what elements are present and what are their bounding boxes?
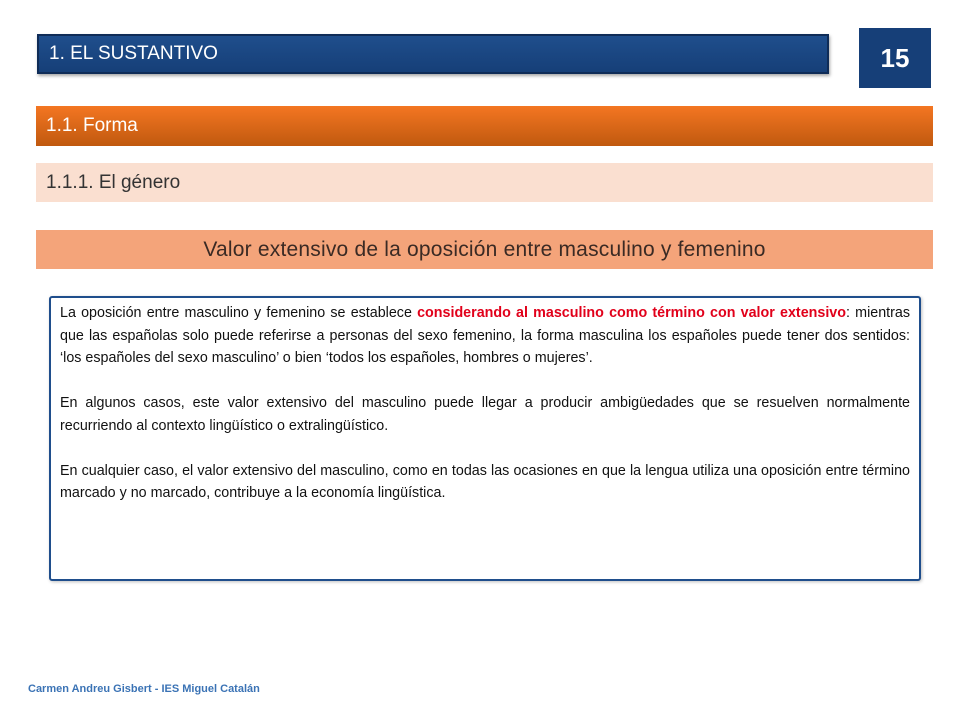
subsection-title: 1.1. Forma: [46, 115, 138, 136]
content-box: [49, 296, 921, 581]
section-title-bar: [37, 34, 829, 74]
topic-heading-bar: [36, 230, 933, 269]
subsubsection-title: 1.1.1. El género: [46, 172, 181, 193]
footer-credit: Carmen Andreu Gisbert - IES Miguel Catalán: [28, 683, 260, 695]
page-number: 15: [859, 28, 931, 88]
paragraph-1-intro: La oposición entre masculino y femenino se establece: [60, 305, 418, 321]
topic-heading: Valor extensivo de la oposición entre masculino y femenino: [203, 238, 766, 261]
subsection-title-bar: [36, 106, 933, 146]
highlight-text-a: considerando al masculino como término con valor: [417, 305, 775, 321]
paragraph-3: En cualquier caso, el valor extensivo del masculino, como en todas las ocasiones en que la lengua utiliza una oposición entre término marcado y no marcado, contribuye a la economía lingüística.: [60, 462, 910, 501]
section-title: 1. EL SUSTANTIVO: [49, 43, 218, 64]
paragraph-1-rest: : mientras que las españolas solo puede referirse a personas del sexo femenino, la forma masculina los españoles puede tener dos sentidos: ‘los españoles del sexo masculino’ o bien ‘todos los españoles, hombres o mujeres’.: [60, 305, 910, 366]
subsubsection-title-bar: [36, 163, 933, 202]
paragraph-2: En algunos casos, este valor extensivo del masculino puede llegar a producir ambigüedades que se resuelven normalmente recurriendo al contexto lingüístico o extralingüístico.: [60, 395, 910, 434]
paragraph-1: [60, 302, 910, 370]
highlight-text-b: extensivo: [780, 305, 846, 321]
